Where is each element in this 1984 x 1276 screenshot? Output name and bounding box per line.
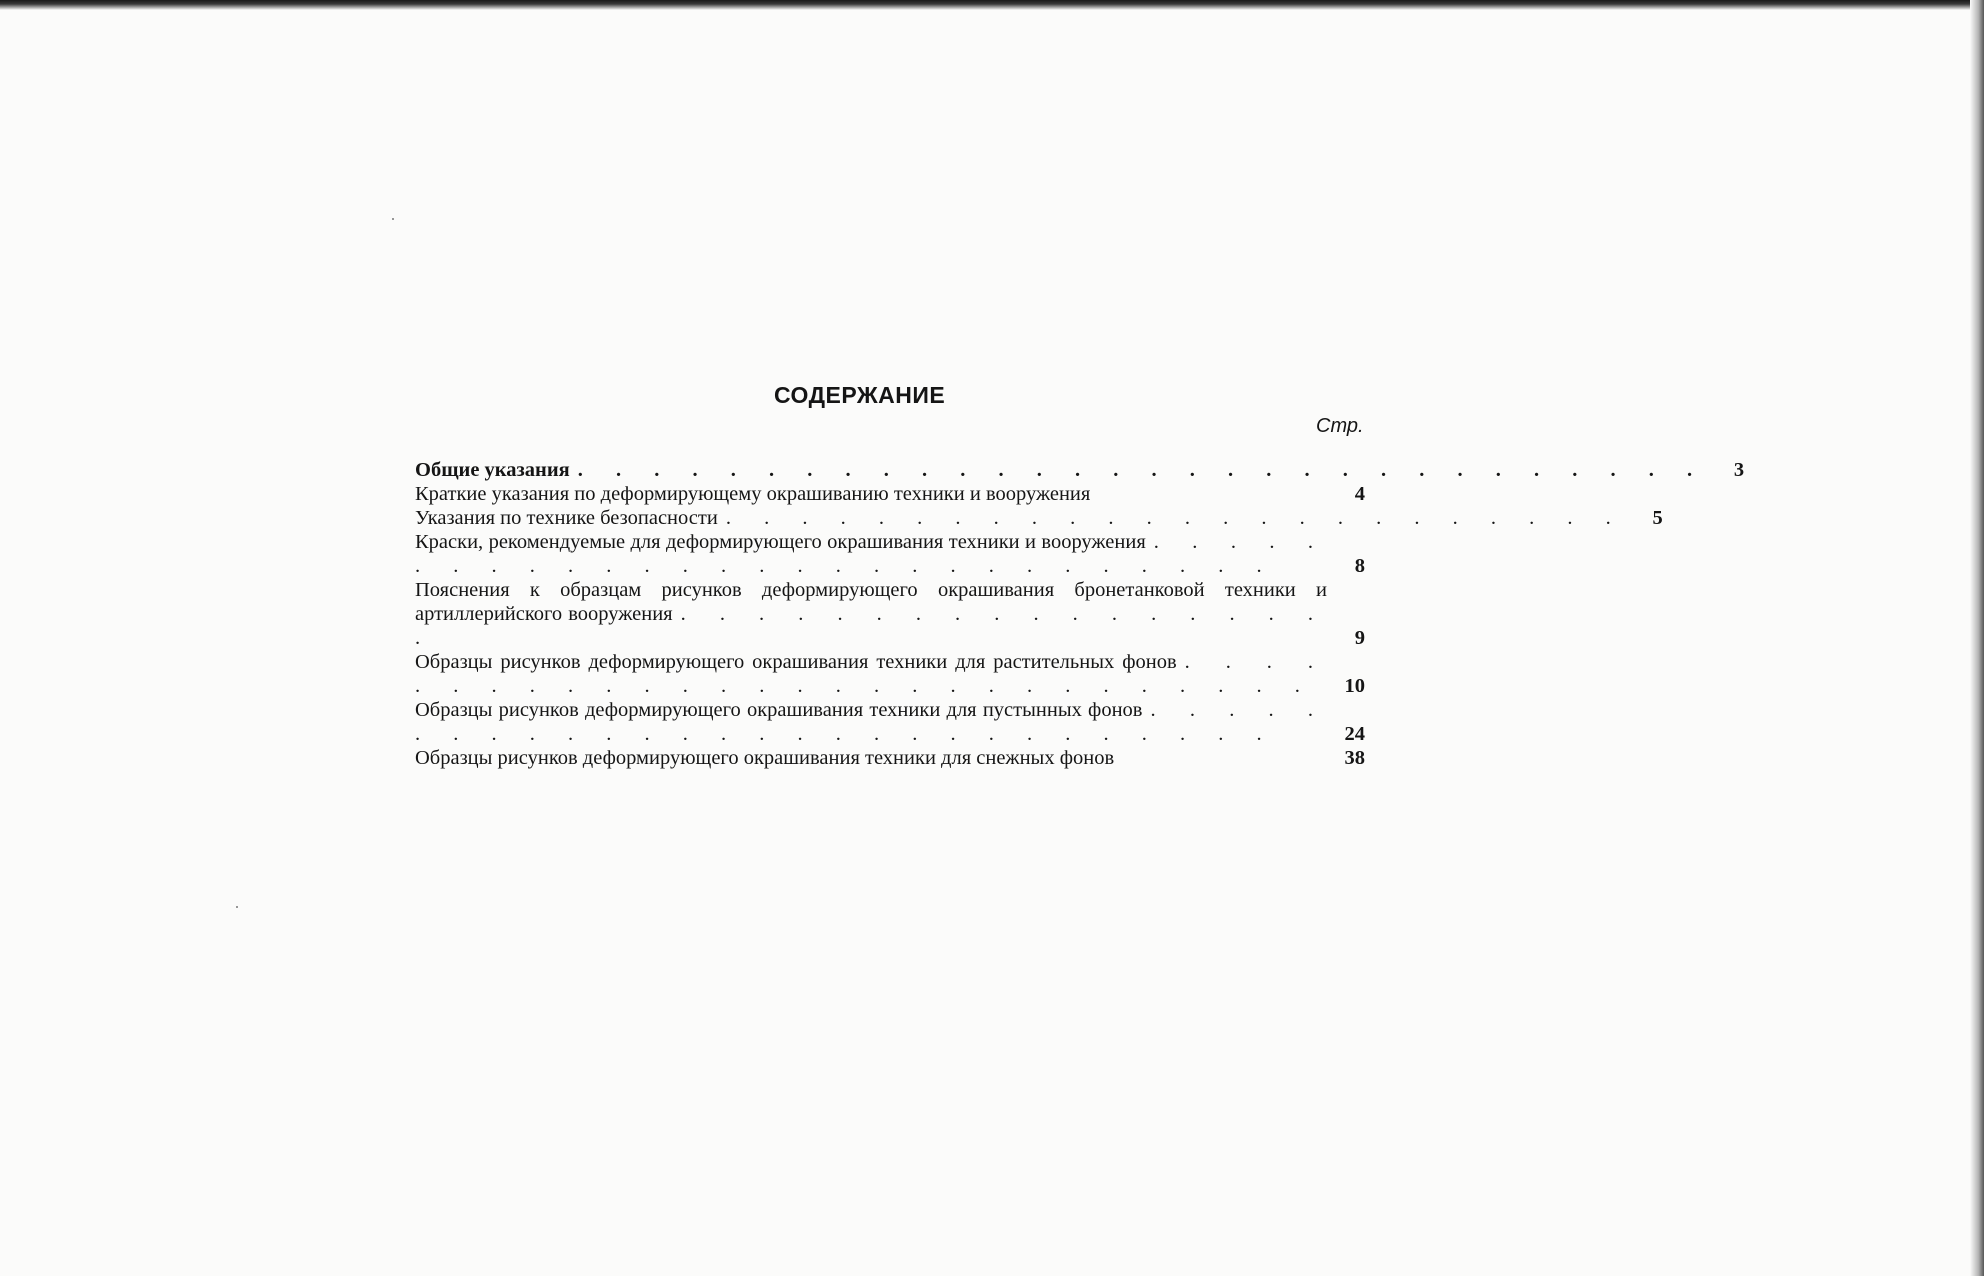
toc-entry-page: 9 xyxy=(1354,627,1365,649)
toc-entry-page: 38 xyxy=(1344,747,1365,769)
page-column-label: Стр. xyxy=(1316,415,1364,437)
scan-speck xyxy=(236,906,238,908)
toc-entry[interactable] xyxy=(415,698,1365,746)
toc-entry-page: 5 xyxy=(1652,507,1663,529)
toc-entry-text: Указания по технике безопасности . . . . . . . . . . . . . . . . . . . . . . . . xyxy=(415,507,1625,529)
toc-entry[interactable] xyxy=(415,458,1745,482)
toc-entry[interactable] xyxy=(415,746,1365,770)
toc-entry-page: 8 xyxy=(1354,555,1365,577)
toc-entry-page: 10 xyxy=(1344,675,1365,697)
toc-entry[interactable] xyxy=(415,650,1365,698)
toc-entry[interactable] xyxy=(415,578,1365,650)
scan-top-edge xyxy=(0,0,1984,10)
toc-entry-text: Образцы рисунков деформирующего окрашивания техники для растительных фонов . . . . . . . . . . . . . . . . . . . . . . . . . . . . xyxy=(415,651,1328,697)
scan-speck xyxy=(392,218,394,220)
toc-entry[interactable] xyxy=(415,506,1663,530)
toc-entry-text: Пояснения к образцам рисунков деформирующего окрашивания бронетанковой техники и артиллерийского вооружения . . . . . . . . . . . . . . . . . . xyxy=(415,579,1327,649)
toc-entry[interactable] xyxy=(415,530,1365,578)
toc-entry-text: Образцы рисунков деформирующего окрашивания техники для снежных фонов xyxy=(415,747,1115,769)
toc-entry-text: Образцы рисунков деформирующего окрашивания техники для пустынных фонов . . . . . . . . . . . . . . . . . . . . . . . . . . . . xyxy=(415,699,1327,745)
toc-entry-page: 4 xyxy=(1354,483,1365,505)
toc-title: СОДЕРЖАНИЕ xyxy=(774,382,946,408)
toc-list xyxy=(415,458,1745,770)
toc-entry-text: Краткие указания по деформирующему окрашиванию техники и вооружения xyxy=(415,483,1091,505)
toc-entry-text: Общие указания . . . . . . . . . . . . . . . . . . . . . . . . . . . . . . xyxy=(415,459,1707,481)
scan-right-edge xyxy=(1970,0,1984,1276)
toc-entry[interactable] xyxy=(415,482,1365,506)
toc-entry-page: 24 xyxy=(1344,723,1365,745)
toc-entry-text: Краски, рекомендуемые для деформирующего окрашивания техники и вооружения . . . . . . . . . . . . . . . . . . . . . . . . . . . . xyxy=(415,531,1327,577)
toc-entry-page: 3 xyxy=(1733,459,1745,481)
